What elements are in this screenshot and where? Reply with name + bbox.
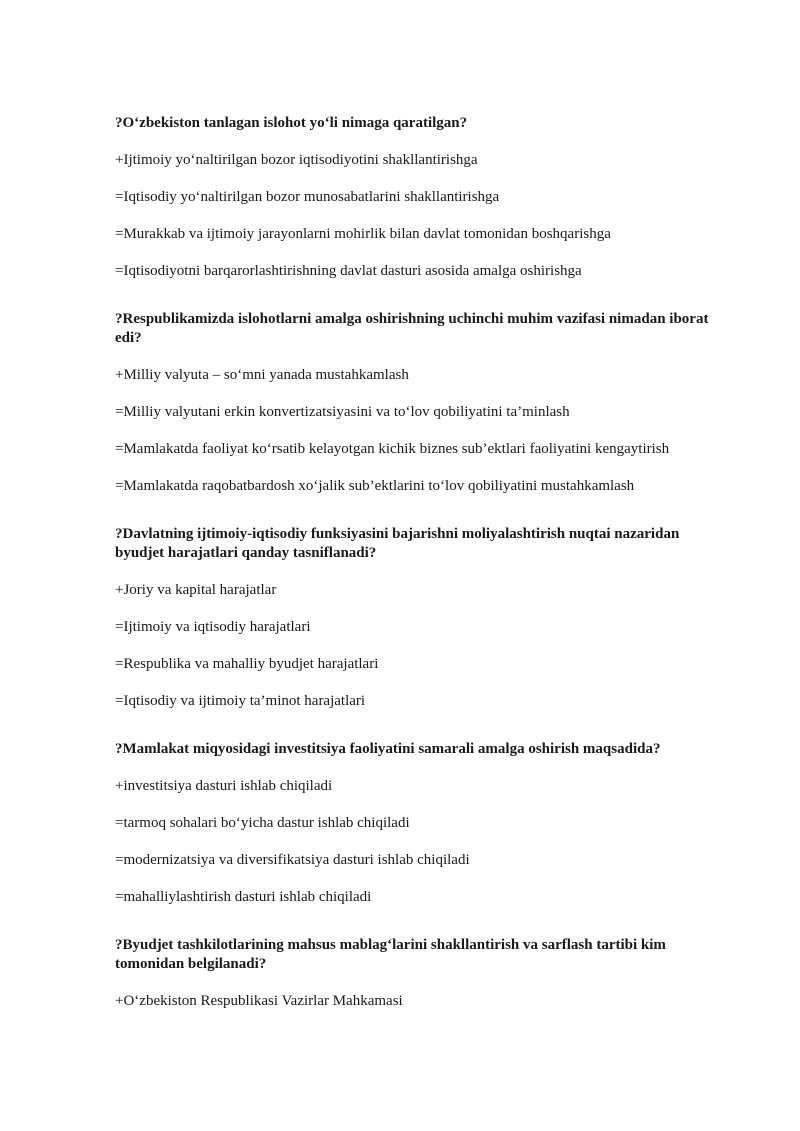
question-block-5	[115, 936, 715, 1011]
answer-option: +Ijtimoiy yo‘naltirilgan bozor iqtisodiyotini shakllantirishga	[115, 152, 478, 168]
document-page	[115, 114, 715, 1040]
question-text: ?Mamlakat miqyosidagi investitsiya faoliyatini samarali amalga oshirish maqsadida?	[115, 741, 661, 757]
answer-option: =Respublika va mahalliy byudjet harajatlari	[115, 656, 379, 672]
question-block-2	[115, 310, 715, 496]
answer-option: =Milliy valyutani erkin konvertizatsiyasini va to‘lov qobiliyatini ta’minlash	[115, 404, 570, 420]
answer-option: +Joriy va kapital harajatlar	[115, 582, 277, 598]
question-text: ?Respublikamizda islohotlarni amalga oshirishning uchinchi muhim vazifasi nimadan iborat edi?	[115, 311, 709, 346]
answer-option: =Mamlakatda raqobatbardosh xo‘jalik sub’ektlarini to‘lov qobiliyatini mustahkamlash	[115, 478, 635, 494]
answer-option: +O‘zbekiston Respublikasi Vazirlar Mahkamasi	[115, 993, 403, 1009]
answer-option: =Iqtisodiyotni barqarorlashtirishning davlat dasturi asosida amalga oshirishga	[115, 263, 582, 279]
question-text: ?Davlatning ijtimoiy-iqtisodiy funksiyasini bajarishni moliyalashtirish nuqtai nazaridan byudjet harajatlari qanday tasniflanadi?	[115, 526, 680, 561]
question-text: ?Byudjet tashkilotlarining mahsus mablag‘larini shakllantirish va sarflash tartibi kim tomonidan belgilanadi?	[115, 937, 666, 972]
answer-option: =Ijtimoiy va iqtisodiy harajatlari	[115, 619, 311, 635]
question-block-4	[115, 740, 715, 907]
answer-option: +Milliy valyuta – so‘mni yanada mustahkamlash	[115, 367, 409, 383]
answer-option: +investitsiya dasturi ishlab chiqiladi	[115, 778, 333, 794]
answer-option: =tarmoq sohalari bo‘yicha dastur ishlab chiqiladi	[115, 815, 410, 831]
answer-option: =modernizatsiya va diversifikatsiya dasturi ishlab chiqiladi	[115, 852, 470, 868]
question-text: ?O‘zbekiston tanlagan islohot yo‘li nimaga qaratilgan?	[115, 115, 468, 131]
answer-option: =Iqtisodiy yo‘naltirilgan bozor munosabatlarini shakllantirishga	[115, 189, 500, 205]
answer-option: =Mamlakatda faoliyat ko‘rsatib kelayotgan kichik biznes sub’ektlari faoliyatini kengaytirish	[115, 441, 670, 457]
answer-option: =mahalliylashtirish dasturi ishlab chiqiladi	[115, 889, 372, 905]
answer-option: =Iqtisodiy va ijtimoiy ta’minot harajatlari	[115, 693, 366, 709]
question-block-3	[115, 525, 715, 711]
question-block-1	[115, 114, 715, 281]
answer-option: =Murakkab va ijtimoiy jarayonlarni mohirlik bilan davlat tomonidan boshqarishga	[115, 226, 611, 242]
